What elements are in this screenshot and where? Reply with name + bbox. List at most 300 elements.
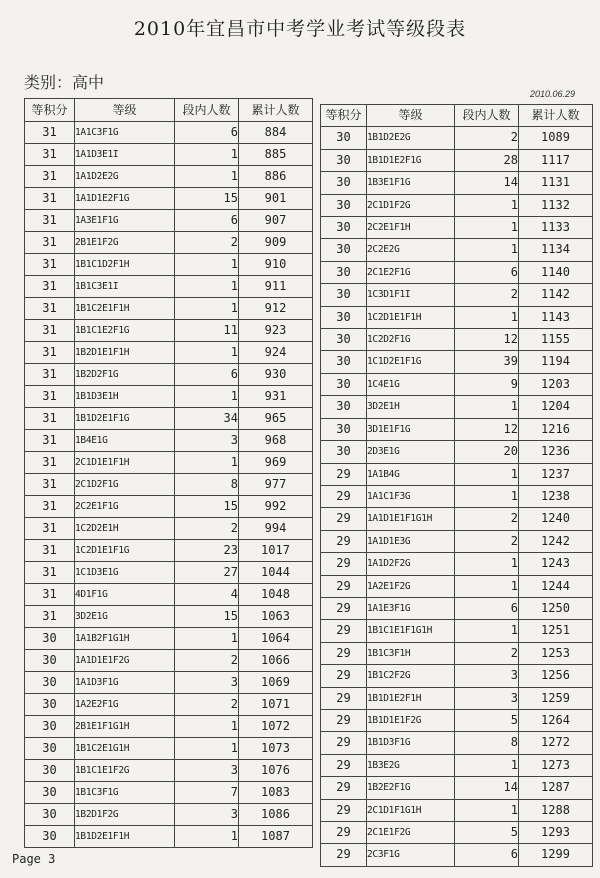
grade-cell: 2C2E1F1H [367, 217, 455, 239]
table-row [25, 518, 313, 540]
grade-cell: 1B1C3F1G [75, 782, 175, 804]
segment-count-cell: 2 [455, 284, 519, 306]
cumulative-count-cell: 1237 [519, 463, 593, 485]
score-cell: 29 [321, 687, 367, 709]
segment-count-cell: 1 [455, 754, 519, 776]
grade-cell: 1C2D2E1H [75, 518, 175, 540]
segment-count-cell: 1 [175, 342, 239, 364]
score-cell: 30 [25, 650, 75, 672]
grade-cell: 2C1D2F1G [75, 474, 175, 496]
cumulative-count-cell: 1089 [519, 127, 593, 149]
table-row [25, 672, 313, 694]
score-cell: 29 [321, 508, 367, 530]
score-cell: 30 [25, 760, 75, 782]
score-cell: 30 [25, 826, 75, 848]
cumulative-count-cell: 977 [239, 474, 313, 496]
grade-cell: 1B1C1E2F1G [75, 320, 175, 342]
table-row [25, 276, 313, 298]
cumulative-count-cell: 1216 [519, 418, 593, 440]
segment-count-cell: 1 [175, 738, 239, 760]
grade-cell: 1B1D3E1H [75, 386, 175, 408]
score-cell: 31 [25, 364, 75, 386]
cumulative-count-cell: 1253 [519, 642, 593, 664]
segment-count-cell: 1 [175, 254, 239, 276]
table-row [25, 716, 313, 738]
score-cell: 30 [321, 329, 367, 351]
cumulative-count-cell: 968 [239, 430, 313, 452]
segment-count-cell: 1 [175, 166, 239, 188]
cumulative-count-cell: 1087 [239, 826, 313, 848]
grade-cell: 1A1D1E3G [367, 530, 455, 552]
table-row [321, 732, 593, 754]
table-row [25, 144, 313, 166]
segment-count-cell: 3 [175, 760, 239, 782]
score-cell: 29 [321, 709, 367, 731]
table-row [25, 232, 313, 254]
score-cell: 30 [25, 694, 75, 716]
segment-count-cell: 8 [175, 474, 239, 496]
score-cell: 30 [321, 217, 367, 239]
score-cell: 30 [25, 782, 75, 804]
page-title: 2010年宜昌市中考学业考试等级段表 [133, 18, 467, 40]
grade-cell: 1B3E1F1G [367, 172, 455, 194]
grade-cell: 1B2D2F1G [75, 364, 175, 386]
segment-count-cell: 1 [455, 620, 519, 642]
cumulative-count-cell: 1142 [519, 284, 593, 306]
grade-cell: 1B1C3E1I [75, 276, 175, 298]
grade-table-right [320, 104, 593, 867]
score-cell: 31 [25, 122, 75, 144]
grade-cell: 1B1D1E2F1H [367, 687, 455, 709]
cumulative-count-cell: 930 [239, 364, 313, 386]
table-row [25, 804, 313, 826]
score-cell: 29 [321, 597, 367, 619]
score-cell: 29 [321, 575, 367, 597]
header-grade: 等级 [75, 99, 175, 122]
segment-count-cell: 20 [455, 441, 519, 463]
score-cell: 30 [321, 441, 367, 463]
segment-count-cell: 2 [455, 127, 519, 149]
cumulative-count-cell: 1155 [519, 329, 593, 351]
table-row [321, 373, 593, 395]
cumulative-count-cell: 1251 [519, 620, 593, 642]
cumulative-count-cell: 931 [239, 386, 313, 408]
score-cell: 31 [25, 254, 75, 276]
grade-cell: 4D1F1G [75, 584, 175, 606]
segment-count-cell: 1 [455, 396, 519, 418]
grade-cell: 2C1D1E1F1H [75, 452, 175, 474]
score-cell: 30 [321, 127, 367, 149]
table-row [321, 597, 593, 619]
cumulative-count-cell: 1134 [519, 239, 593, 261]
segment-count-cell: 1 [175, 452, 239, 474]
score-cell: 31 [25, 342, 75, 364]
score-cell: 31 [25, 276, 75, 298]
cumulative-count-cell: 1250 [519, 597, 593, 619]
score-cell: 29 [321, 463, 367, 485]
segment-count-cell: 2 [455, 530, 519, 552]
cumulative-count-cell: 1256 [519, 665, 593, 687]
segment-count-cell: 2 [455, 642, 519, 664]
segment-count-cell: 28 [455, 149, 519, 171]
score-cell: 31 [25, 518, 75, 540]
segment-count-cell: 6 [455, 844, 519, 866]
segment-count-cell: 1 [455, 575, 519, 597]
grade-cell: 2D3E1G [367, 441, 455, 463]
grade-cell: 1A1D2F2G [367, 553, 455, 575]
cumulative-count-cell: 1063 [239, 606, 313, 628]
cumulative-count-cell: 907 [239, 210, 313, 232]
grade-cell: 1B1C2E1G1H [75, 738, 175, 760]
score-cell: 29 [321, 777, 367, 799]
segment-count-cell: 15 [175, 496, 239, 518]
segment-count-cell: 1 [175, 628, 239, 650]
score-cell: 31 [25, 408, 75, 430]
score-cell: 31 [25, 474, 75, 496]
table-row [321, 844, 593, 866]
score-cell: 31 [25, 540, 75, 562]
score-cell: 30 [25, 628, 75, 650]
cumulative-count-cell: 1238 [519, 485, 593, 507]
table-header-row [321, 105, 593, 127]
cumulative-count-cell: 992 [239, 496, 313, 518]
table-row [321, 530, 593, 552]
table-row [25, 342, 313, 364]
grade-cell: 2C1E1F2G [367, 822, 455, 844]
table-row [25, 496, 313, 518]
score-cell: 31 [25, 320, 75, 342]
table-row [321, 799, 593, 821]
segment-count-cell: 5 [455, 822, 519, 844]
score-cell: 30 [321, 261, 367, 283]
grade-cell: 1B1C1E1F2G [75, 760, 175, 782]
table-row [25, 562, 313, 584]
cumulative-count-cell: 1299 [519, 844, 593, 866]
cumulative-count-cell: 1017 [239, 540, 313, 562]
table-row [321, 396, 593, 418]
table-row [321, 822, 593, 844]
grade-cell: 1A1B2F1G1H [75, 628, 175, 650]
segment-count-cell: 1 [455, 485, 519, 507]
header-segment-count: 段内人数 [175, 99, 239, 122]
cumulative-count-cell: 1204 [519, 396, 593, 418]
cumulative-count-cell: 924 [239, 342, 313, 364]
grade-cell: 2B1E1F1G1H [75, 716, 175, 738]
cumulative-count-cell: 1064 [239, 628, 313, 650]
segment-count-cell: 12 [455, 329, 519, 351]
grade-cell: 1B1D1E2F1G [367, 149, 455, 171]
score-cell: 29 [321, 732, 367, 754]
table-row [25, 320, 313, 342]
table-row [25, 452, 313, 474]
cumulative-count-cell: 1073 [239, 738, 313, 760]
segment-count-cell: 23 [175, 540, 239, 562]
score-cell: 31 [25, 606, 75, 628]
grade-cell: 1A1D2E2G [75, 166, 175, 188]
segment-count-cell: 9 [455, 373, 519, 395]
score-cell: 31 [25, 496, 75, 518]
grade-cell: 1B2E2F1G [367, 777, 455, 799]
cumulative-count-cell: 1086 [239, 804, 313, 826]
table-row [25, 584, 313, 606]
segment-count-cell: 1 [175, 716, 239, 738]
grade-cell: 1B1D2E2G [367, 127, 455, 149]
table-row [25, 628, 313, 650]
score-cell: 29 [321, 822, 367, 844]
grade-cell: 3D1E1F1G [367, 418, 455, 440]
score-cell: 31 [25, 452, 75, 474]
header-score: 等积分 [25, 99, 75, 122]
cumulative-count-cell: 1076 [239, 760, 313, 782]
cumulative-count-cell: 1131 [519, 172, 593, 194]
table-row [25, 760, 313, 782]
grade-cell: 1A1D3E1I [75, 144, 175, 166]
cumulative-count-cell: 885 [239, 144, 313, 166]
segment-count-cell: 27 [175, 562, 239, 584]
score-cell: 31 [25, 210, 75, 232]
grade-cell: 1A1C1F3G [367, 485, 455, 507]
cumulative-count-cell: 1244 [519, 575, 593, 597]
table-row [321, 642, 593, 664]
segment-count-cell: 5 [455, 709, 519, 731]
score-cell: 29 [321, 799, 367, 821]
table-row [25, 694, 313, 716]
segment-count-cell: 1 [175, 826, 239, 848]
score-cell: 29 [321, 844, 367, 866]
score-cell: 30 [25, 672, 75, 694]
table-row [321, 194, 593, 216]
score-cell: 30 [25, 716, 75, 738]
table-row [321, 709, 593, 731]
segment-count-cell: 2 [175, 232, 239, 254]
segment-count-cell: 1 [455, 463, 519, 485]
table-row [25, 540, 313, 562]
segment-count-cell: 39 [455, 351, 519, 373]
score-cell: 30 [321, 239, 367, 261]
segment-count-cell: 3 [175, 672, 239, 694]
segment-count-cell: 7 [175, 782, 239, 804]
segment-count-cell: 15 [175, 606, 239, 628]
score-cell: 31 [25, 144, 75, 166]
segment-count-cell: 6 [175, 210, 239, 232]
cumulative-count-cell: 911 [239, 276, 313, 298]
print-date: 2010.06.29 [530, 89, 576, 99]
cumulative-count-cell: 1243 [519, 553, 593, 575]
table-row [25, 122, 313, 144]
table-row [25, 430, 313, 452]
segment-count-cell: 1 [175, 144, 239, 166]
grade-cell: 1A1D1E2F1G [75, 188, 175, 210]
grade-cell: 1B1C3F1H [367, 642, 455, 664]
cumulative-count-cell: 1143 [519, 306, 593, 328]
table-header-row [25, 99, 313, 122]
header-segment-count: 段内人数 [455, 105, 519, 127]
table-row [25, 254, 313, 276]
table-row [321, 217, 593, 239]
segment-count-cell: 3 [175, 430, 239, 452]
segment-count-cell: 1 [455, 306, 519, 328]
segment-count-cell: 1 [175, 276, 239, 298]
table-row [321, 239, 593, 261]
table-row [321, 485, 593, 507]
score-cell: 29 [321, 485, 367, 507]
cumulative-count-cell: 1287 [519, 777, 593, 799]
segment-count-cell: 2 [175, 694, 239, 716]
segment-count-cell: 2 [455, 508, 519, 530]
grade-cell: 1C2D1E1F1H [367, 306, 455, 328]
segment-count-cell: 1 [455, 194, 519, 216]
cumulative-count-cell: 994 [239, 518, 313, 540]
grade-cell: 2C1D1F1G1H [367, 799, 455, 821]
score-cell: 30 [25, 738, 75, 760]
score-cell: 30 [321, 396, 367, 418]
score-cell: 31 [25, 386, 75, 408]
cumulative-count-cell: 1203 [519, 373, 593, 395]
header-cumulative-count: 累计人数 [519, 105, 593, 127]
grade-cell: 1C2D1E1F1G [75, 540, 175, 562]
grade-cell: 1C1D2E1F1G [367, 351, 455, 373]
segment-count-cell: 14 [455, 172, 519, 194]
cumulative-count-cell: 1066 [239, 650, 313, 672]
grade-cell: 1B2D1F2G [75, 804, 175, 826]
table-row [25, 364, 313, 386]
cumulative-count-cell: 1272 [519, 732, 593, 754]
table-row [321, 754, 593, 776]
segment-count-cell: 1 [455, 239, 519, 261]
score-cell: 30 [321, 284, 367, 306]
score-cell: 30 [321, 373, 367, 395]
table-row [25, 826, 313, 848]
cumulative-count-cell: 1259 [519, 687, 593, 709]
score-cell: 31 [25, 430, 75, 452]
grade-cell: 1B1C2E1F1H [75, 298, 175, 320]
grade-cell: 1B3E2G [367, 754, 455, 776]
table-row [321, 172, 593, 194]
table-row [321, 351, 593, 373]
table-row [25, 166, 313, 188]
cumulative-count-cell: 901 [239, 188, 313, 210]
cumulative-count-cell: 969 [239, 452, 313, 474]
cumulative-count-cell: 1293 [519, 822, 593, 844]
grade-cell: 2C2E1F1G [75, 496, 175, 518]
table-row [321, 329, 593, 351]
grade-cell: 1B1C1D2F1H [75, 254, 175, 276]
table-row [321, 508, 593, 530]
cumulative-count-cell: 1117 [519, 149, 593, 171]
grade-cell: 1B2D1E1F1H [75, 342, 175, 364]
score-cell: 31 [25, 584, 75, 606]
segment-count-cell: 4 [175, 584, 239, 606]
table-row [321, 441, 593, 463]
score-cell: 30 [321, 418, 367, 440]
grade-table-left [24, 98, 313, 848]
score-cell: 31 [25, 166, 75, 188]
segment-count-cell: 1 [455, 799, 519, 821]
cumulative-count-cell: 1083 [239, 782, 313, 804]
cumulative-count-cell: 1242 [519, 530, 593, 552]
table-row [25, 782, 313, 804]
score-cell: 31 [25, 298, 75, 320]
segment-count-cell: 34 [175, 408, 239, 430]
grade-cell: 1A2E1F2G [367, 575, 455, 597]
grade-cell: 1A1B4G [367, 463, 455, 485]
table-row [321, 306, 593, 328]
score-cell: 29 [321, 665, 367, 687]
segment-count-cell: 12 [455, 418, 519, 440]
grade-cell: 3D2E1G [75, 606, 175, 628]
table-row [25, 210, 313, 232]
score-cell: 30 [321, 172, 367, 194]
segment-count-cell: 1 [175, 298, 239, 320]
table-row [321, 418, 593, 440]
grade-cell: 1C2D2F1G [367, 329, 455, 351]
table-row [321, 575, 593, 597]
table-row [321, 665, 593, 687]
grade-cell: 3D2E1H [367, 396, 455, 418]
segment-count-cell: 8 [455, 732, 519, 754]
score-cell: 29 [321, 530, 367, 552]
grade-cell: 1A3E1F1G [75, 210, 175, 232]
cumulative-count-cell: 1288 [519, 799, 593, 821]
cumulative-count-cell: 1140 [519, 261, 593, 283]
table-row [25, 386, 313, 408]
cumulative-count-cell: 1133 [519, 217, 593, 239]
cumulative-count-cell: 923 [239, 320, 313, 342]
segment-count-cell: 15 [175, 188, 239, 210]
score-cell: 30 [321, 351, 367, 373]
grade-cell: 2B1E1F2G [75, 232, 175, 254]
grade-cell: 1C3D1F1I [367, 284, 455, 306]
table-row [25, 606, 313, 628]
score-cell: 29 [321, 642, 367, 664]
segment-count-cell: 1 [455, 217, 519, 239]
cumulative-count-cell: 1236 [519, 441, 593, 463]
table-row [321, 463, 593, 485]
table-row [321, 284, 593, 306]
grade-cell: 1B4E1G [75, 430, 175, 452]
table-row [25, 188, 313, 210]
score-cell: 30 [25, 804, 75, 826]
cumulative-count-cell: 884 [239, 122, 313, 144]
grade-cell: 1B1D3F1G [367, 732, 455, 754]
grade-cell: 2C3F1G [367, 844, 455, 866]
table-row [321, 149, 593, 171]
grade-cell: 1B1D1E1F2G [367, 709, 455, 731]
table-row [25, 738, 313, 760]
grade-cell: 1A1D1E1F1G1H [367, 508, 455, 530]
grade-cell: 1C4E1G [367, 373, 455, 395]
category-label: 类别：高中 [24, 73, 105, 92]
header-cumulative-count: 累计人数 [239, 99, 313, 122]
table-row [25, 650, 313, 672]
score-cell: 31 [25, 562, 75, 584]
cumulative-count-cell: 1132 [519, 194, 593, 216]
table-row [321, 620, 593, 642]
cumulative-count-cell: 1069 [239, 672, 313, 694]
score-cell: 30 [321, 306, 367, 328]
cumulative-count-cell: 910 [239, 254, 313, 276]
header-grade: 等级 [367, 105, 455, 127]
grade-cell: 1A2E2F1G [75, 694, 175, 716]
grade-cell: 1A1D1E1F2G [75, 650, 175, 672]
cumulative-count-cell: 965 [239, 408, 313, 430]
segment-count-cell: 3 [175, 804, 239, 826]
cumulative-count-cell: 886 [239, 166, 313, 188]
table-row [25, 298, 313, 320]
cumulative-count-cell: 1264 [519, 709, 593, 731]
score-cell: 31 [25, 188, 75, 210]
cumulative-count-cell: 1240 [519, 508, 593, 530]
